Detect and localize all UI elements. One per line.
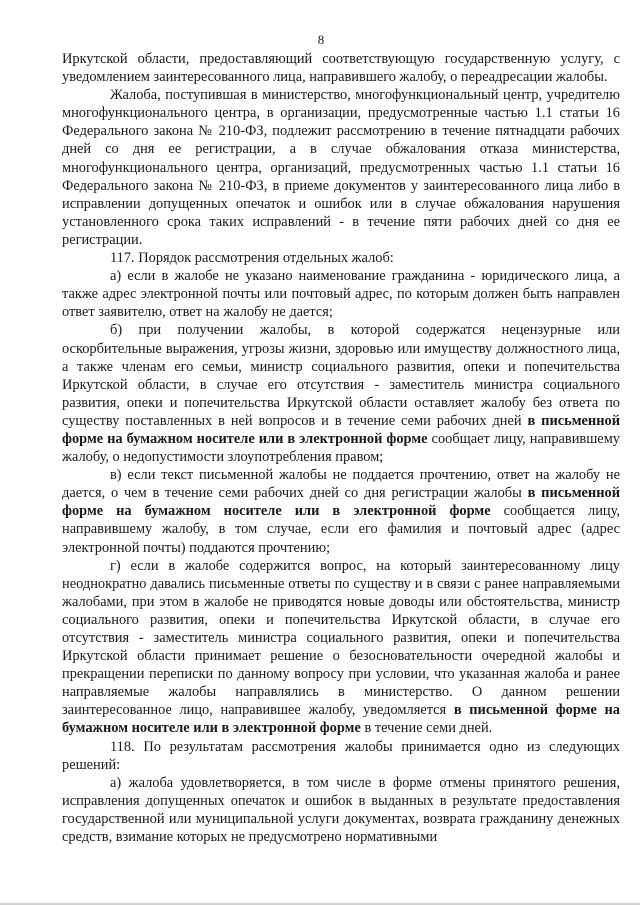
paragraph <box>62 557 620 738</box>
text-segment: 117. Порядок рассмотрения отдельных жалоб: <box>110 250 394 267</box>
text-segment: сообщается лицу, направившему жалобу, в том случае, если его фамилия и почтовый адрес (адрес электронной почты) поддаются прочтению; <box>62 503 620 556</box>
paragraph <box>62 466 620 556</box>
bold-text-segment: в письменной форме на бумажном носителе или в электронной форме <box>62 702 620 737</box>
text-segment: сообщает лицу, направившему жалобу, о недопустимости злоупотребления правом; <box>62 430 620 466</box>
paragraph <box>62 249 620 267</box>
text-segment: б) при получении жалобы, в которой содержатся нецензурные или оскорбительные выражения, угрозы жизни, здоровью или имуществу должностного лица, а также членам его семьи, министр социального развития, опеки и попечительства Иркутской области, в случае его отсутствия - заместитель министра социального развития, опеки и попечительства Иркутской области оставляет жалобу без ответа по существу поставленных в ней вопросов и в течение семи рабочих дней <box>62 322 620 429</box>
text-segment: а) если в жалобе не указано наименование гражданина - юридического лица, а также адрес электронной почты или почтовый адрес, по которым должен быть направлен ответ заявителю, ответ на жалобу не дается; <box>62 268 620 321</box>
document-body <box>62 50 620 846</box>
paragraph <box>62 86 620 249</box>
paragraph <box>62 267 620 321</box>
text-segment: Иркутской области, предоставляющий соответствующую государственную услугу, с уведомлением заинтересованного лица, направившего жалобу, о переадресации жалобы. <box>62 51 620 86</box>
text-segment: в) если текст письменной жалобы не поддается прочтению, ответ на жалобу не дается, о чем в течение семи рабочих дней со дня регистрации жалобы <box>62 467 620 502</box>
paragraph <box>62 774 620 846</box>
bold-text-segment: в письменной форме на бумажном носителе или в электронной форме <box>62 485 620 520</box>
paragraph <box>62 50 620 86</box>
bold-text-segment: в письменной форме на бумажном носителе или в электронной форме <box>62 412 620 447</box>
text-segment: а) жалоба удовлетворяется, в том числе в форме отмены принятого решения, исправления допущенных опечаток и ошибок в выданных в результате предоставления государственной или муниципальной услуги документах, возврата гражданину денежных средств, взимание которых не предусмотрено нормативными <box>62 774 620 846</box>
page-number: 8 <box>317 32 325 47</box>
paragraph <box>62 738 620 774</box>
text-segment: в течение семи дней. <box>360 720 493 737</box>
text-segment: 118. По результатам рассмотрения жалобы принимается одно из следующих решений: <box>62 738 620 773</box>
text-segment: Жалоба, поступившая в министерство, многофункциональный центр, учредителю многофункционального центра, в организации, предусмотренные частью 1.1 статьи 16 Федерального закона № 210-ФЗ, подлежит рассмотрению в течение пятнадцати рабочих дней со дня ее регистрации, а в случае обжалования отказа министерства, многофункционального центра, организаций, предусмотренных частью 1.1 статьи 16 Федерального закона № 210-ФЗ, в приеме документов у заинтересованного лица либо в исправлении допущенных опечаток и ошибок или в случае обжалования нарушения установленного срока таких исправлений - в течение пяти рабочих дней со дня ее регистрации. <box>62 87 620 248</box>
paragraph <box>62 321 620 466</box>
text-segment: г) если в жалобе содержится вопрос, на который заинтересованному лицу неоднократно давались письменные ответы по существу и в связи с ранее направляемыми жалобами, при этом в жалобе не приводятся новые доводы или обстоятельства, министр социального развития, опеки и попечительства Иркутской области, в случае его отсутствия - заместитель министра социального развития, опеки и попечительства Иркутской области принимает решение о безосновательности очередной жалобы и прекращении переписки по данному вопросу при условии, что указанная жалоба и ранее направляемые жалобы направлялись в министерство. О данном решении заинтересованное лицо, направившее жалобу, уведомляется <box>62 557 620 719</box>
